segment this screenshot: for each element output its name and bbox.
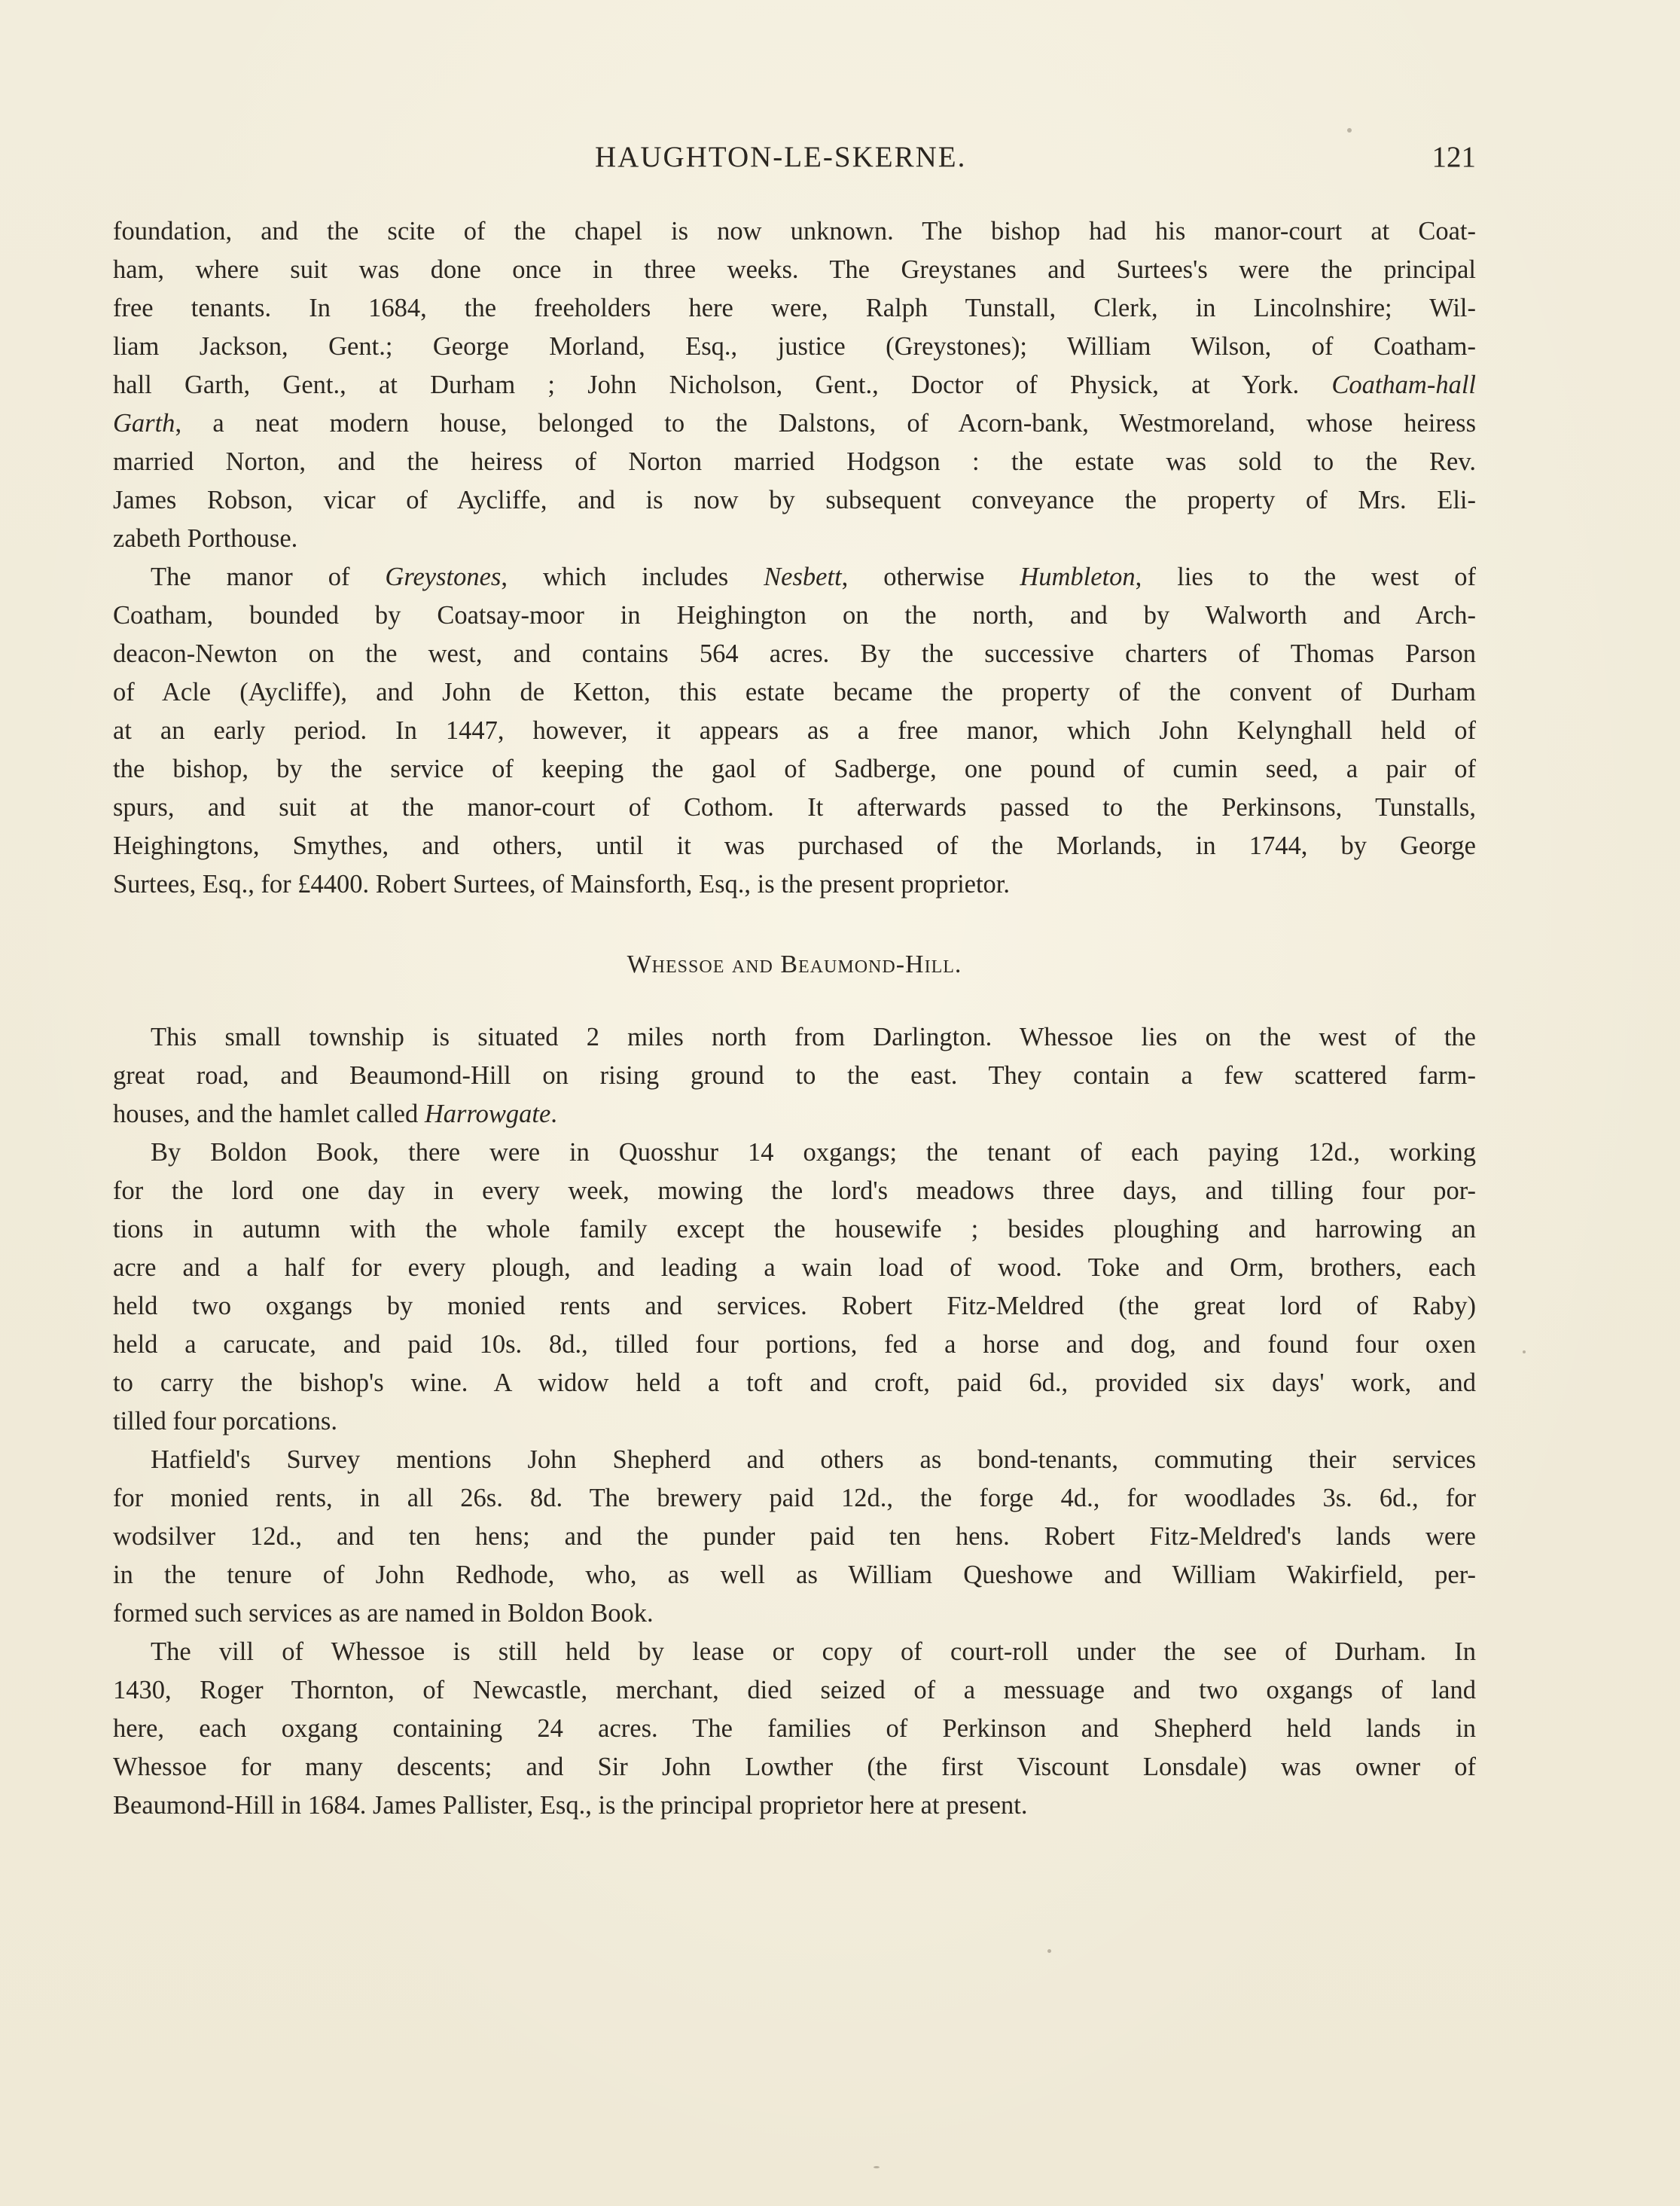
- text-line: Coatham, bounded by Coatsay-moor in Heighington on the north, and by Walworth and Arch-: [113, 601, 1476, 630]
- paper-speck: [874, 2166, 880, 2168]
- text-line: tilled four porcations.: [113, 1407, 337, 1436]
- text-line: [113, 366, 1476, 404]
- text-line: liam Jackson, Gent.; George Morland, Esq., justice (Greystones); William Wilson, of Coatham-: [113, 332, 1476, 361]
- place-name-italic: Greystones: [385, 563, 502, 591]
- place-name-italic: Humbleton: [1020, 563, 1136, 591]
- text-line: Surtees, Esq., for £4400. Robert Surtees, of Mainsforth, Esq., is the present proprietor.: [113, 870, 1011, 899]
- paper-speck: [1347, 128, 1352, 133]
- text-line: formed such services as are named in Boldon Book.: [113, 1599, 654, 1628]
- text-block-whessoe: [113, 1018, 1476, 1825]
- place-name-italic: Garth: [113, 409, 175, 438]
- text-line: Hatfield's Survey mentions John Shepherd and others as bond-tenants, commuting their services: [151, 1445, 1476, 1474]
- paper-speck: [1523, 1350, 1526, 1353]
- text-line: married Norton, and the heiress of Norton married Hodgson : the estate was sold to the Rev.: [113, 447, 1476, 476]
- text-line: held a carucate, and paid 10s. 8d., tilled four portions, fed a horse and dog, and found four oxen: [113, 1330, 1476, 1359]
- text-line: Whessoe for many descents; and Sir John Lowther (the first Viscount Lonsdale) was owner of: [113, 1753, 1476, 1781]
- text-span: , otherwise: [841, 563, 1020, 591]
- text-line: of Acle (Aycliffe), and John de Ketton, this estate became the property of the convent of Durham: [113, 678, 1476, 706]
- place-name-italic: Nesbett: [764, 563, 842, 591]
- text-line: in the tenure of John Redhode, who, as well as William Queshowe and William Wakirfield, per-: [113, 1561, 1476, 1589]
- text-span: The manor of: [151, 563, 386, 591]
- text-block-coatham-greystones: [113, 212, 1476, 904]
- text-span: houses, and the hamlet called: [113, 1100, 425, 1128]
- text-span: , lies to the west of: [1135, 563, 1476, 591]
- paragraph-boldon-book: [113, 1134, 1476, 1441]
- text-line: [113, 558, 1476, 597]
- text-line: tions in autumn with the whole family except the housewife ; besides ploughing and harrowing an: [113, 1215, 1476, 1243]
- text-span: , a neat modern house, belonged to the Dalstons, of Acorn-bank, Westmoreland, whose heiress: [175, 409, 1476, 438]
- paragraph-coatham: [113, 212, 1476, 558]
- text-line: This small township is situated 2 miles north from Darlington. Whessoe lies on the west of the: [151, 1023, 1476, 1051]
- running-title: HAUGHTON-LE-SKERNE.: [595, 141, 967, 173]
- page-number: 121: [1432, 141, 1476, 173]
- text-line: 1430, Roger Thornton, of Newcastle, merchant, died seized of a messuage and two oxgangs of land: [113, 1676, 1476, 1704]
- text-span: , which includes: [501, 563, 764, 591]
- place-name-italic: Harrowgate: [424, 1100, 551, 1128]
- text-line: great road, and Beaumond-Hill on rising ground to the east. They contain a few scattered farm-: [113, 1061, 1476, 1090]
- text-line: ham, where suit was done once in three weeks. The Greystanes and Surtees's were the principal: [113, 255, 1476, 284]
- text-line: acre and a half for every plough, and leading a wain load of wood. Toke and Orm, brothers, each: [113, 1253, 1476, 1282]
- text-line: [113, 1095, 1476, 1134]
- text-line: deacon-Newton on the west, and contains 564 acres. By the successive charters of Thomas Parson: [113, 639, 1476, 668]
- text-line: foundation, and the scite of the chapel is now unknown. The bishop had his manor-court at Coat-: [113, 217, 1476, 246]
- text-line: James Robson, vicar of Aycliffe, and is now by subsequent conveyance the property of Mrs. Eli-: [113, 486, 1476, 514]
- text-line: wodsilver 12d., and ten hens; and the punder paid ten hens. Robert Fitz-Meldred's lands were: [113, 1522, 1476, 1551]
- text-line: free tenants. In 1684, the freeholders here were, Ralph Tunstall, Clerk, in Lincolnshire; Wil-: [113, 294, 1476, 322]
- text-line: the bishop, by the service of keeping the gaol of Sadberge, one pound of cumin seed, a pair of: [113, 755, 1476, 783]
- running-head: [113, 140, 1476, 185]
- text-line: zabeth Porthouse.: [113, 524, 298, 553]
- paragraph-township: [113, 1018, 1476, 1134]
- paper-speck: [1047, 1949, 1051, 1953]
- text-line: for monied rents, in all 26s. 8d. The brewery paid 12d., the forge 4d., for woodlades 3s. 6d., for: [113, 1484, 1476, 1512]
- text-line: [113, 404, 1476, 443]
- text-line: held two oxgangs by monied rents and services. Robert Fitz-Meldred (the great lord of Raby): [113, 1292, 1476, 1320]
- place-name-italic: Coatham-hall: [1331, 371, 1476, 399]
- text-line: Heighingtons, Smythes, and others, until it was purchased of the Morlands, in 1744, by George: [113, 831, 1476, 860]
- text-line: here, each oxgang containing 24 acres. The families of Perkinson and Shepherd held lands in: [113, 1714, 1476, 1743]
- text-line: for the lord one day in every week, mowing the lord's meadows three days, and tilling four por-: [113, 1176, 1476, 1205]
- text-line: at an early period. In 1447, however, it appears as a free manor, which John Kelynghall held of: [113, 716, 1476, 745]
- paragraph-greystones: [113, 558, 1476, 904]
- text-line: to carry the bishop's wine. A widow held a toft and croft, paid 6d., provided six days' work, and: [113, 1368, 1476, 1397]
- section-heading: Whessoe and Beaumond-Hill.: [627, 950, 962, 978]
- text-line: The vill of Whessoe is still held by lease or copy of court-roll under the see of Durham. In: [151, 1637, 1476, 1666]
- paragraph-vill-of-whessoe: [113, 1633, 1476, 1825]
- text-span: hall Garth, Gent., at Durham ; John Nicholson, Gent., Doctor of Physick, at York.: [113, 371, 1332, 399]
- text-span: .: [550, 1100, 557, 1128]
- paragraph-hatfield-survey: [113, 1441, 1476, 1633]
- text-line: spurs, and suit at the manor-court of Cothom. It afterwards passed to the Perkinsons, Tunstalls,: [113, 793, 1476, 822]
- text-line: By Boldon Book, there were in Quosshur 14 oxgangs; the tenant of each paying 12d., working: [151, 1138, 1476, 1167]
- text-line: Beaumond-Hill in 1684. James Pallister, Esq., is the principal proprietor here at present.: [113, 1791, 1028, 1820]
